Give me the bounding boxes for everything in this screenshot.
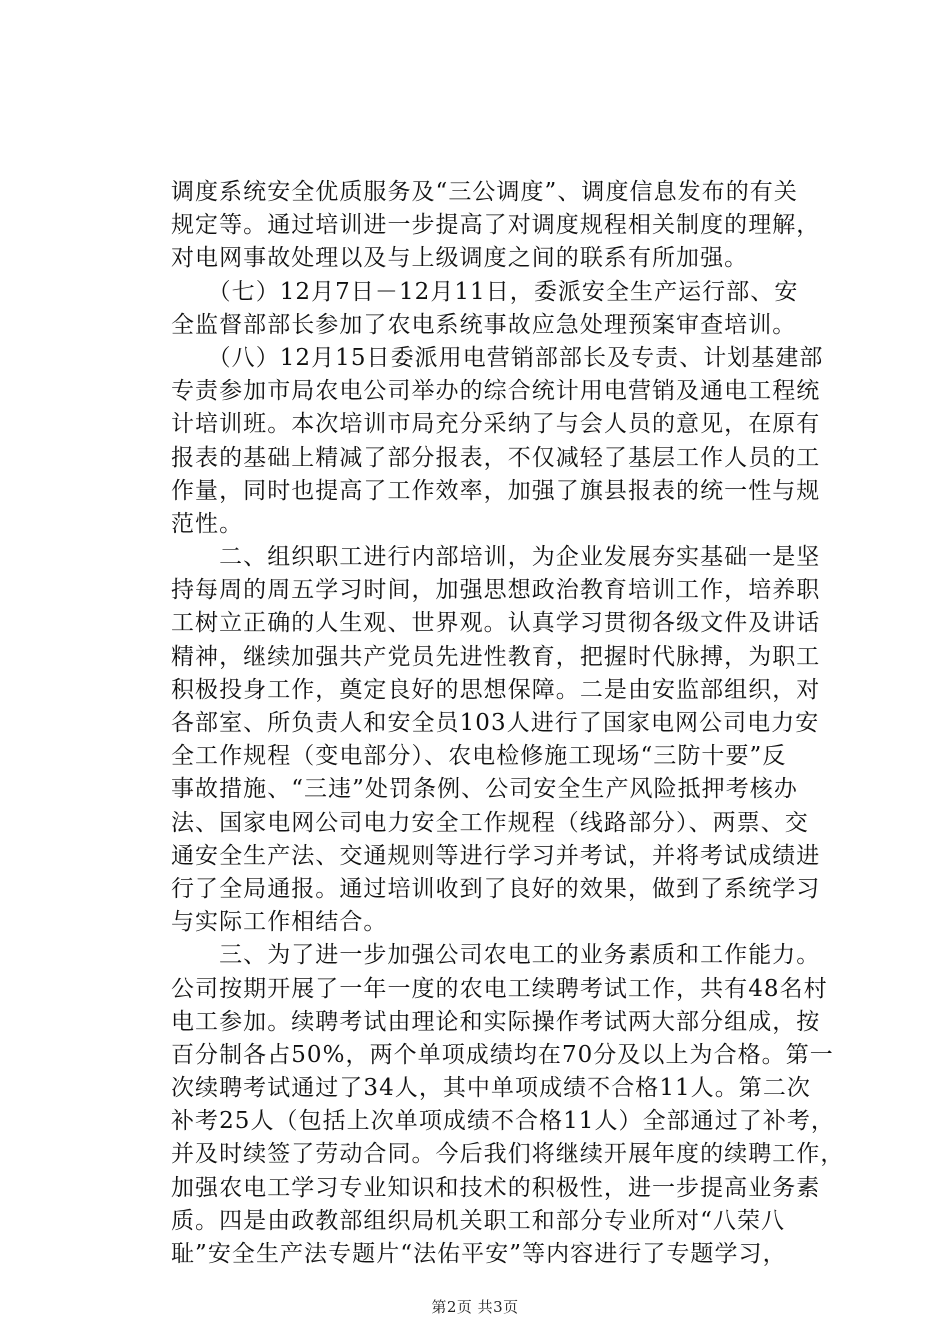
text-line: 计培训班。本次培训市局充分采纳了与会人员的意见，在原有 (171, 411, 821, 438)
text-line: 范性。 (171, 510, 244, 537)
page-number-footer: 第2页 共3页 (431, 1298, 519, 1316)
text-line: 质。四是由政教部组织局机关职工和部分专业所对“八荣八 (171, 1207, 786, 1234)
text-line: 积极投身工作，奠定良好的思想保障。二是由安监部组织，对 (171, 676, 821, 703)
text-line: 作量，同时也提高了工作效率，加强了旗县报表的统一性与规 (171, 477, 821, 504)
text-line: 持每周的周五学习时间，加强思想政治教育培训工作，培养职 (171, 577, 821, 604)
text-line: 调度系统安全优质服务及“三公调度”、调度信息发布的有关 (171, 179, 798, 205)
text-line: 三、为了进一步加强公司农电工的业务素质和工作能力。 (171, 942, 821, 969)
text-line: 全工作规程（变电部分）、农电检修施工现场“三防十要”反 (171, 743, 787, 770)
text-line: 与实际工作相结合。 (171, 909, 388, 936)
text-line: 二、组织职工进行内部培训，为企业发展夯实基础一是坚 (171, 544, 821, 571)
text-line: 事故措施、“三违”处罚条例、公司安全生产风险抵押考核办 (171, 776, 798, 803)
text-line: 公司按期开展了一年一度的农电工续聘考试工作，共有48名村 (171, 975, 828, 1002)
text-line: 全监督部部长参加了农电系统事故应急处理预案审查培训。 (171, 311, 797, 338)
document-body (171, 176, 845, 1271)
text-line: （八）12月15日委派用电营销部部长及专责、计划基建部 (171, 344, 824, 371)
text-line: 补考25人（包括上次单项成绩不合格11人）全部通过了补考， (171, 1108, 835, 1135)
text-line: （七）12月7日－12月11日，委派安全生产运行部、安 (171, 278, 799, 305)
text-line: 通安全生产法、交通规则等进行学习并考试，并将考试成绩进 (171, 842, 821, 869)
text-line: 电工参加。续聘考试由理论和实际操作考试两大部分组成，按 (171, 1008, 821, 1035)
text-line: 精神，继续加强共产党员先进性教育，把握时代脉搏，为职工 (171, 643, 821, 670)
text-line: 并及时续签了劳动合同。今后我们将继续开展年度的续聘工作， (171, 1141, 845, 1168)
text-line: 次续聘考试通过了34人，其中单项成绩不合格11人。第二次 (171, 1075, 811, 1102)
text-line: 规定等。通过培训进一步提高了对调度规程相关制度的理解， (171, 212, 821, 239)
text-line: 对电网事故处理以及与上级调度之间的联系有所加强。 (171, 245, 749, 272)
text-line: 各部室、所负责人和安全员103人进行了国家电网公司电力安 (171, 710, 820, 736)
text-line: 行了全局通报。通过培训收到了良好的效果，做到了系统学习 (171, 875, 821, 902)
text-line: 法、国家电网公司电力安全工作规程（线路部分）、两票、交 (171, 809, 809, 836)
text-line: 加强农电工学习专业知识和技术的积极性，进一步提高业务素 (171, 1174, 821, 1201)
text-line: 报表的基础上精减了部分报表，不仅减轻了基层工作人员的工 (171, 444, 821, 471)
text-line: 专责参加市局农电公司举办的综合统计用电营销及通电工程统 (171, 378, 821, 405)
text-line: 工树立正确的人生观、世界观。认真学习贯彻各级文件及讲话 (171, 610, 821, 637)
text-line: 百分制各占50%，两个单项成绩均在70分及以上为合格。第一 (171, 1041, 834, 1068)
text-line: 耻”安全生产法专题片“法佑平安”等内容进行了专题学习， (171, 1241, 787, 1267)
